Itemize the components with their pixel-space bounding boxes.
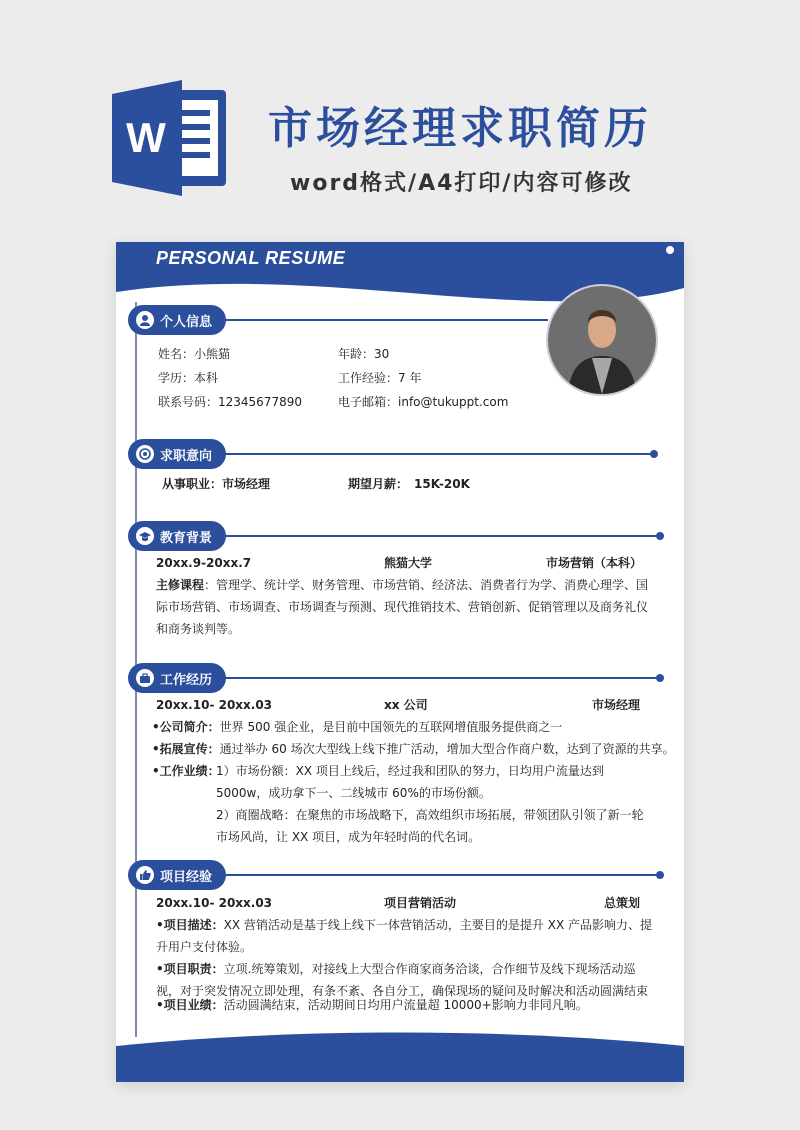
section-divider (218, 319, 548, 321)
section-dot (656, 871, 664, 879)
section-heading-education: 教育背景 (128, 521, 226, 551)
resume-band-title: PERSONAL RESUME (156, 248, 346, 268)
section-dot (656, 532, 664, 540)
section-education (128, 521, 664, 551)
document-header (0, 0, 800, 230)
project-name: 项目营销活动 (384, 896, 457, 910)
section-divider (218, 453, 652, 455)
project-duty: •项目职责：立项.统筹策划，对接线上大型合作商家商务洽谈，合作细节及线下现场活动巡视，对于突发情况立即处理，有条不紊、各自分工，确保现场的疑问及时解决和活动圆满结束 (156, 962, 649, 998)
section-personal (128, 305, 548, 335)
intent-job: 从事职业：市场经理 (162, 477, 271, 491)
work-perf-2: 2）商圈战略：在聚焦的市场战略下，高效组织市场拓展，带领团队引领了新一轮市场风尚，让 XX 项目，成为年轻时尚的代名词。 (216, 808, 644, 844)
page-subtitle: word格式/A4打印/内容可修改 (290, 171, 633, 196)
work-period: 20xx.10- 20xx.03 (156, 698, 273, 712)
section-divider (218, 535, 658, 537)
work-perf-label: •工作业绩： (152, 764, 220, 778)
resume-page (116, 242, 684, 1082)
education-major: 市场营销（本科） (546, 556, 643, 570)
svg-text:W: W (126, 114, 166, 161)
personal-experience: 工作经验：7 年 (338, 371, 422, 385)
section-heading-personal: 个人信息 (128, 305, 226, 335)
profile-photo (546, 284, 658, 396)
intent-salary-label: 期望月薪： (348, 477, 409, 491)
work-role: 市场经理 (592, 698, 641, 712)
thumbs-up-icon (136, 866, 154, 884)
personal-phone: 联系号码：12345677890 (158, 395, 302, 409)
word-icon (112, 80, 230, 196)
work-promo: •拓展宣传：通过举办 60 场次大型线上线下推广活动，增加大型合作商户数，达到了资源的共享。 (152, 742, 675, 756)
personal-age: 年龄：30 (338, 347, 390, 361)
bottom-band (116, 1032, 684, 1082)
intent-salary-value: 15K-20K (414, 477, 470, 491)
education-period: 20xx.9-20xx.7 (156, 556, 252, 570)
briefcase-icon (136, 669, 154, 687)
project-result: •项目业绩：活动圆满结束，活动期间日均用户流量超 10000+影响力非同凡响。 (156, 998, 588, 1012)
work-intro: •公司简介：世界 500 强企业，是目前中国领先的互联网增值服务提供商之一 (152, 720, 563, 734)
work-perf-1: 1）市场份额：XX 项目上线后，经过我和团队的努力，日均用户流量达到 5000w，成功拿下一、二线城市 60%的市场份额。 (216, 764, 604, 800)
project-period: 20xx.10- 20xx.03 (156, 896, 273, 910)
target-icon (136, 445, 154, 463)
page-title: 市场经理求职简历 (268, 103, 652, 154)
project-role: 总策划 (604, 896, 641, 910)
graduation-cap-icon (136, 527, 154, 545)
work-company: xx 公司 (384, 698, 428, 712)
section-heading-intent: 求职意向 (128, 439, 226, 469)
section-divider (218, 677, 658, 679)
section-work (128, 663, 664, 693)
project-desc: •项目描述：XX 营销活动是基于线上线下一体营销活动，主要目的是提升 XX 产品影响力、提升用户支付体验。 (156, 918, 653, 954)
education-school: 熊猫大学 (384, 556, 433, 570)
user-icon (136, 311, 154, 329)
personal-name: 姓名：小熊猫 (158, 347, 231, 361)
section-project (128, 860, 664, 890)
section-dot (656, 674, 664, 682)
personal-email: 电子邮箱：info@tukuppt.com (338, 395, 509, 409)
section-dot (650, 450, 658, 458)
section-intent (128, 439, 658, 469)
section-divider (218, 874, 658, 876)
section-heading-project: 项目经验 (128, 860, 226, 890)
section-heading-work: 工作经历 (128, 663, 226, 693)
personal-education: 学历：本科 (158, 371, 219, 385)
education-courses: 主修课程：管理学、统计学、财务管理、市场营销、经济法、消费者行为学、消费心理学、国际市场营销、市场调查、市场调查与预测、现代推销技术、营销创新、促销管理以及商务礼仪和商务谈判等。 (156, 578, 649, 636)
